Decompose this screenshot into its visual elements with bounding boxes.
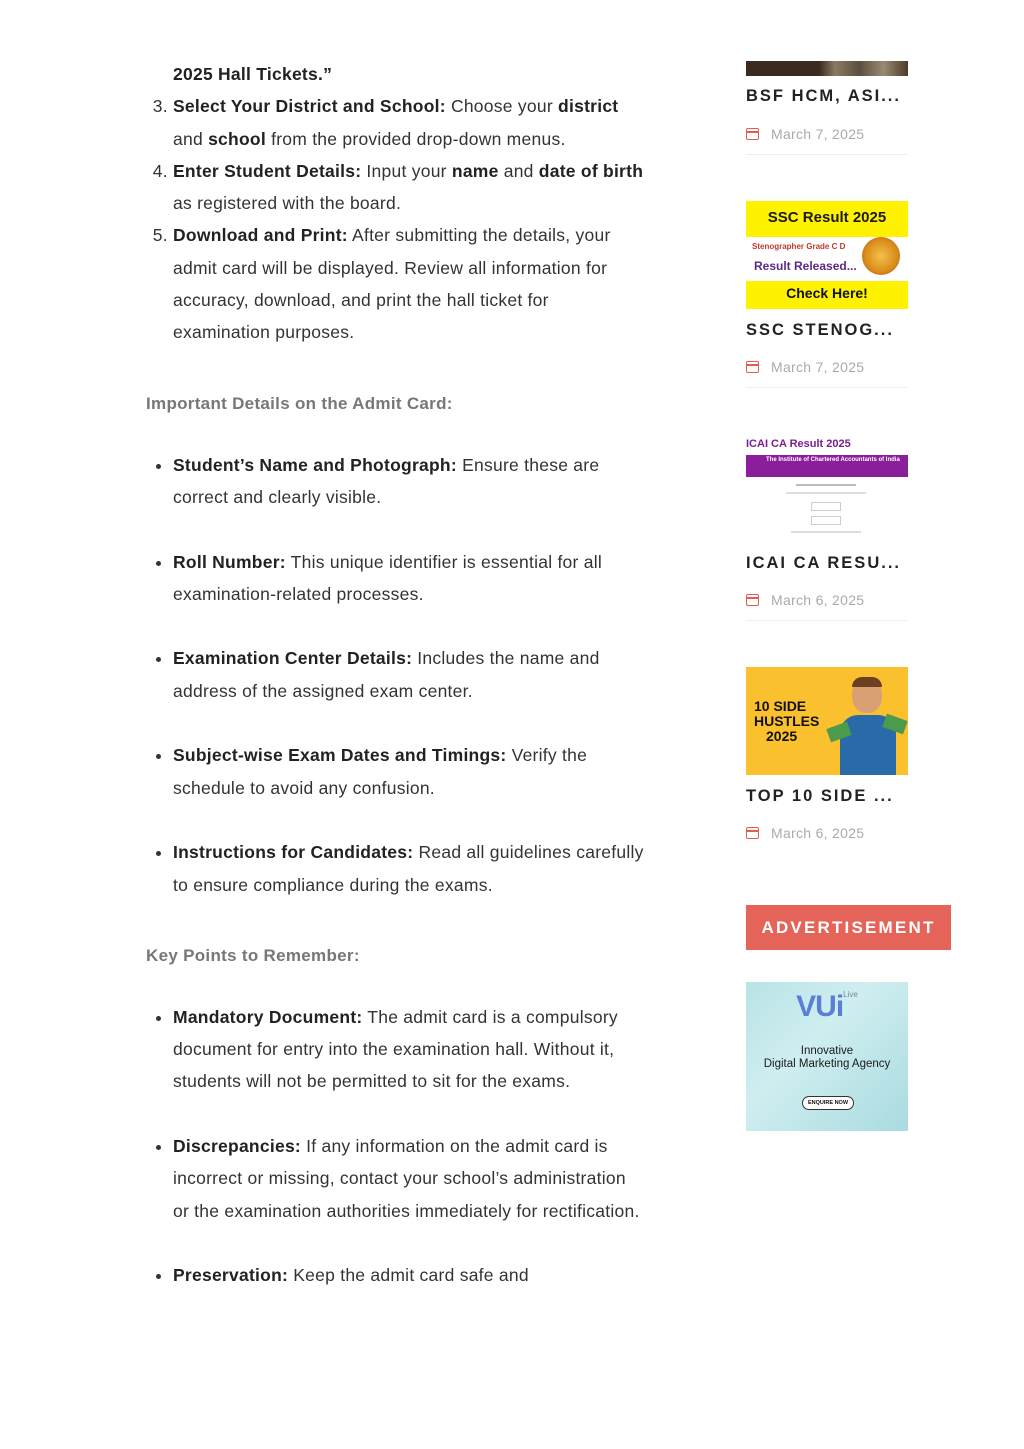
post-title[interactable]: ICAI CA RESU... <box>746 554 901 572</box>
list-item: • Discrepancies: If any information on the admit card is incorrect or missing, contact your school’s administration or the examination authorities immediately for rectification. <box>173 1130 644 1227</box>
section-heading-keypoints: Key Points to Remember: <box>146 945 360 965</box>
ad-banner[interactable]: VUi$^{Live}$ Innovative Digital Marketing Agency ENQUIRE NOW <box>746 982 908 1131</box>
divider <box>746 620 908 621</box>
step-2-tail: 2025 Hall Tickets.” <box>173 64 333 84</box>
post-thumbnail[interactable]: SSC Result 2025 Stenographer Grade C D Result Released... Check Here! <box>746 201 908 309</box>
divider <box>746 387 908 388</box>
sidebar-post[interactable] <box>746 434 908 608</box>
post-title[interactable]: TOP 10 SIDE ... <box>746 787 894 805</box>
post-thumbnail[interactable]: ICAI CA Result 2025 The Institute of Chartered Accountants of India <box>746 434 908 542</box>
important-list <box>146 449 644 901</box>
post-date: March 7, 2025 <box>746 359 864 375</box>
post-thumbnail[interactable] <box>746 61 908 76</box>
sidebar-post[interactable] <box>746 201 908 375</box>
calendar-icon <box>746 361 759 373</box>
ad-logo: VUi <box>796 990 844 1023</box>
calendar-icon <box>746 594 759 606</box>
list-item: • Preservation: Keep the admit card safe and <box>173 1259 644 1291</box>
calendar-icon <box>746 827 759 839</box>
post-thumbnail[interactable]: 10 SIDE HUSTLES 2025 <box>746 667 908 775</box>
divider <box>746 154 908 155</box>
post-date: March 7, 2025 <box>746 126 864 142</box>
calendar-icon <box>746 128 759 140</box>
list-item: • Roll Number: This unique identifier is essential for all examination-related processes. <box>173 546 644 611</box>
section-heading-important: Important Details on the Admit Card: <box>146 393 453 413</box>
list-item: • Subject-wise Exam Dates and Timings: Verify the schedule to avoid any confusion. <box>173 739 644 804</box>
form-preview <box>776 484 876 539</box>
keypoints-list <box>146 1001 644 1292</box>
post-date: March 6, 2025 <box>746 825 864 841</box>
advertisement-label: ADVERTISEMENT <box>746 905 951 950</box>
person-illustration <box>838 677 898 775</box>
list-item: • Examination Center Details: Includes the name and address of the assigned exam center. <box>173 642 644 707</box>
article-body <box>146 58 644 1292</box>
list-item: • Student’s Name and Photograph: Ensure these are correct and clearly visible. <box>173 449 644 514</box>
post-title[interactable]: SSC STENOG... <box>746 321 894 339</box>
enquire-now-button[interactable]: ENQUIRE NOW <box>802 1096 854 1110</box>
step-item: 4. Enter Student Details: Input your name and date of birth as registered with the board. <box>173 155 644 220</box>
emblem-icon <box>862 237 900 275</box>
list-item: • Instructions for Candidates: Read all guidelines carefully to ensure compliance during the exams. <box>173 836 644 901</box>
sidebar-post[interactable] <box>746 667 908 841</box>
step-item: 3. Select Your District and School: Choose your district and school from the provided drop-down menus. <box>173 90 644 155</box>
list-item: • Mandatory Document: The admit card is a compulsory document for entry into the examination hall. Without it, students will not be permitted to sit for the exams. <box>173 1001 644 1098</box>
post-date: March 6, 2025 <box>746 592 864 608</box>
post-title[interactable]: BSF HCM, ASI... <box>746 87 901 105</box>
step-item: 5. Download and Print: After submitting the details, your admit card will be displayed. Review all information for accuracy, download, and print the hall ticket for examination purposes. <box>173 219 644 348</box>
steps-list <box>146 90 644 348</box>
